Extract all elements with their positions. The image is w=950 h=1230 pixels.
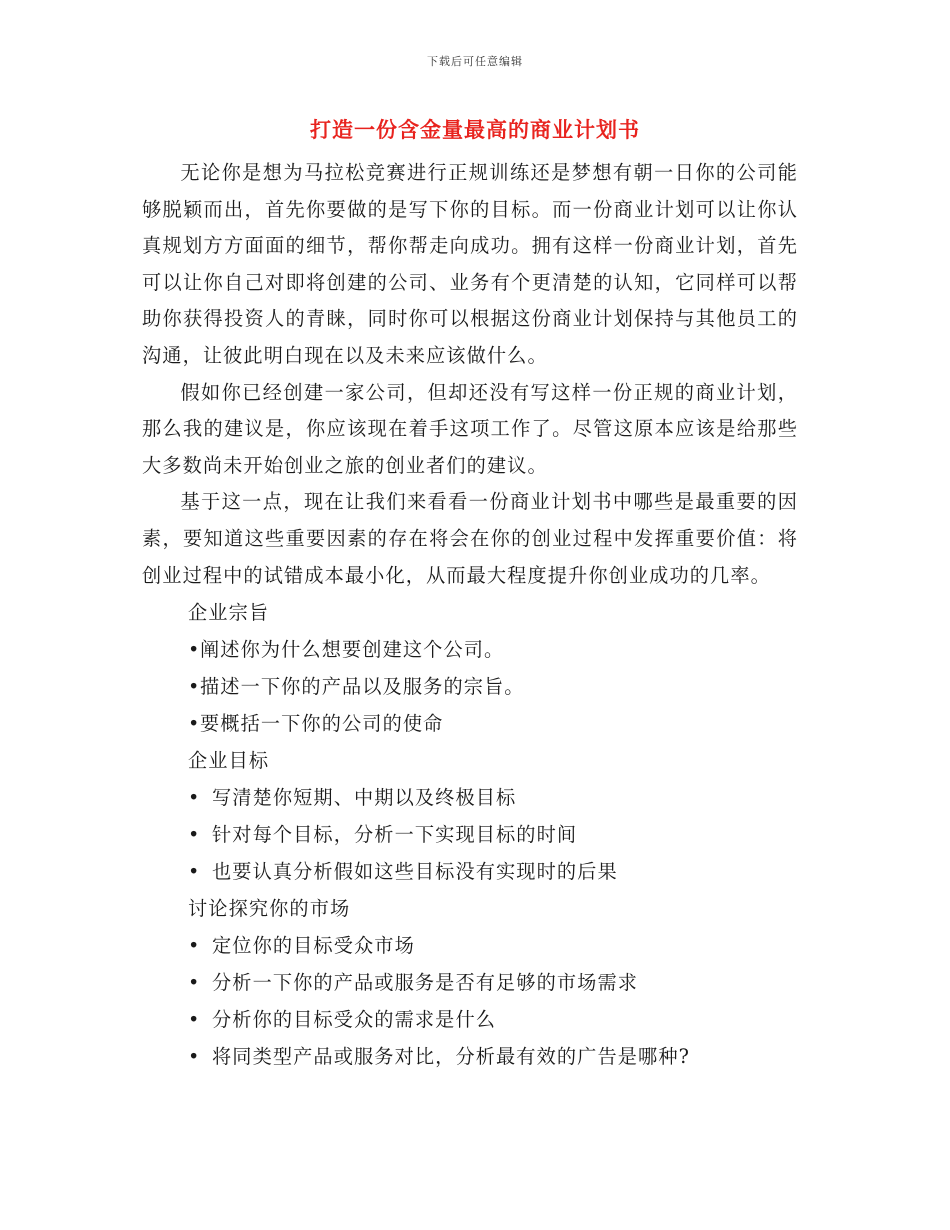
bullet-icon: •: [188, 1045, 201, 1069]
document-body: [142, 155, 798, 1075]
list-item: [142, 927, 798, 964]
section-goals: [142, 742, 798, 890]
list-item: [142, 816, 798, 853]
list-item: [142, 964, 798, 1001]
bullet-list: [142, 631, 798, 742]
bullet-icon: •: [188, 675, 201, 699]
section-heading: 企业宗旨: [188, 601, 270, 625]
list-item: [142, 631, 798, 668]
header-note: 下载后可任意编辑: [427, 55, 523, 68]
factors-paragraph: 基于这一点，现在让我们来看看一份商业计划书中哪些是最重要的因素，要知道这些重要因素的存在将会在你的创业过程中发挥重要价值：将创业过程中的试错成本最小化，从而最大程度提升你创业成功的几率。: [142, 490, 798, 587]
list-item-text: 分析一下你的产品或服务是否有足够的市场需求: [212, 971, 639, 995]
document-title: 打造一份含金量最高的商业计划书: [310, 118, 640, 142]
intro-paragraph: 无论你是想为马拉松竞赛进行正规训练还是梦想有朝一日你的公司能够脱颖而出，首先你要做的是写下你的目标。而一份商业计划可以让你认真规划方方面面的细节，帮你帮走向成功。拥有这样一份商业计划，首先可以让你自己对即将创建的公司、业务有个更清楚的认知，它同样可以帮助你获得投资人的青睐，同时你可以根据这份商业计划保持与其他员工的沟通，让彼此明白现在以及未来应该做什么。: [142, 161, 798, 367]
advice-paragraph: 假如你已经创建一家公司，但却还没有写这样一份正规的商业计划，那么我的建议是，你应该现在着手这项工作了。尽管这原本应该是给那些大多数尚未开始创业之旅的创业者们的建议。: [142, 380, 798, 477]
section-market: [142, 890, 798, 1075]
bullet-icon: •: [188, 971, 201, 995]
section-mission: [142, 594, 798, 742]
bullet-icon: •: [188, 934, 201, 958]
bullet-icon: •: [188, 712, 201, 736]
section-heading: 讨论探究你的市场: [188, 897, 351, 921]
list-item: [142, 779, 798, 816]
list-item: [142, 1038, 798, 1075]
section-heading: 企业目标: [188, 749, 270, 773]
list-item: [142, 705, 798, 742]
bullet-icon: •: [188, 1008, 201, 1032]
bullet-icon: •: [188, 638, 201, 662]
list-item-text: 也要认真分析假如这些目标没有实现时的后果: [212, 860, 618, 884]
list-item-text: 定位你的目标受众市场: [212, 934, 415, 958]
list-item-text: 阐述你为什么想要创建这个公司。: [200, 638, 505, 662]
list-item-text: 写清楚你短期、中期以及终极目标: [212, 786, 517, 810]
list-item-text: 针对每个目标，分析一下实现目标的时间: [212, 823, 578, 847]
bullet-icon: •: [188, 860, 201, 884]
bullet-icon: •: [188, 823, 201, 847]
list-item-text: 要概括一下你的公司的使命: [200, 712, 444, 736]
list-item: [142, 1001, 798, 1038]
bullet-list: [142, 779, 798, 890]
list-item: [142, 668, 798, 705]
bullet-icon: •: [188, 786, 201, 810]
list-item-text: 描述一下你的产品以及服务的宗旨。: [200, 675, 525, 699]
list-item: [142, 853, 798, 890]
list-item-text: 分析你的目标受众的需求是什么: [212, 1008, 497, 1032]
list-item-text: 将同类型产品或服务对比，分析最有效的广告是哪种?: [212, 1045, 690, 1069]
bullet-list: [142, 927, 798, 1075]
